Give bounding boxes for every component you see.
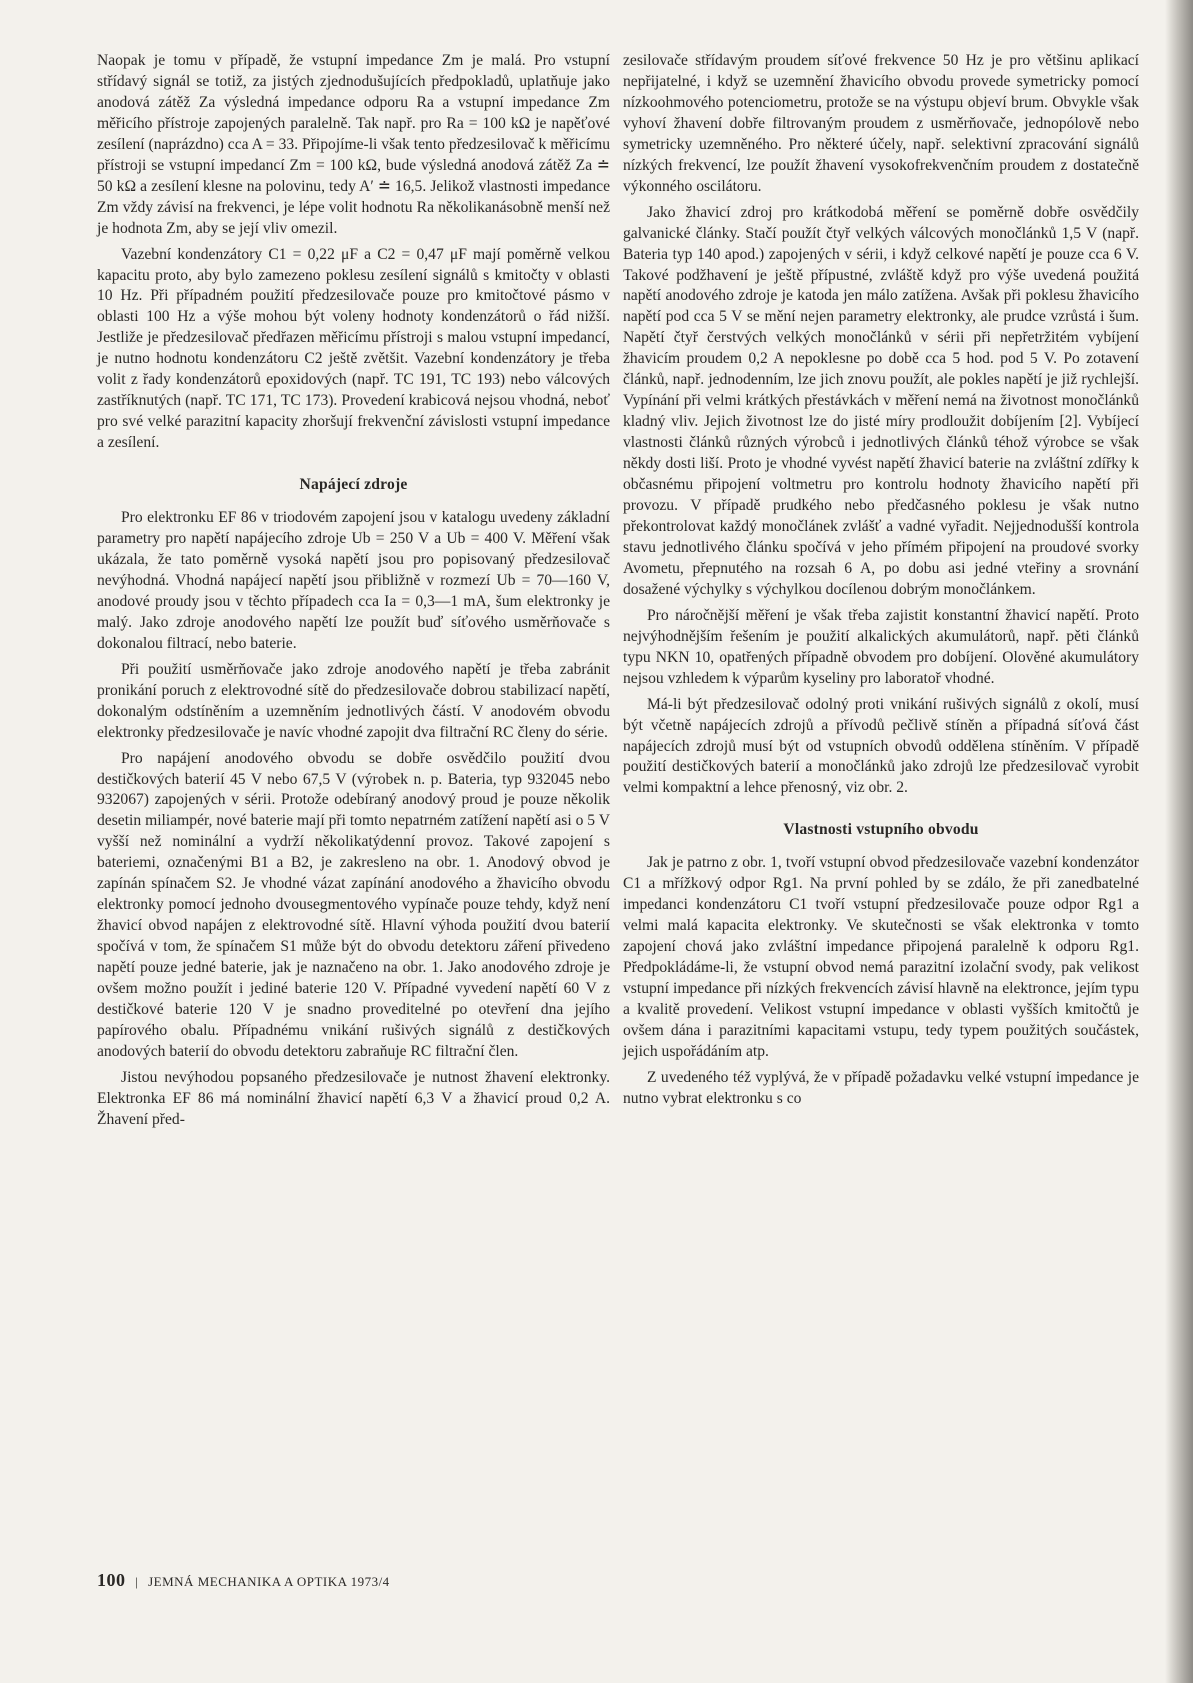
paragraph: Vazební kondenzátory C1 = 0,22 μF a C2 = 0,47 μF mají poměrně velkou kapacitu proto, aby bylo zamezeno poklesu zesílení signálů s kmitočty v oblasti 10 Hz. Při případném použití předzesilovače pouze pro kmitočtové pásmo v oblasti 100 Hz a výše mohou být voleny hodnoty kondenzátorů o řád nižší. Jestliže je předzesilovač předřazen měřicímu přístroji s malou vstupní impedancí, je nutno hodnotu kondenzátoru C2 ještě zvětšit. Vazební kondenzátory je třeba volit z řady kondenzátorů epoxidových (např. TC 191, TC 193) nebo válcových zastříknutých (např. TC 171, TC 173). Provedení krabicová nejsou vhodná, neboť pro své velké parazitní kapacity zhoršují frekvenční závislosti vstupní impedance a zesílení.: [97, 245, 610, 452]
paragraph: Má-li být předzesilovač odolný proti vnikání rušivých signálů z okolí, musí být včetně napájecích zdrojů a přívodů pečlivě stíněn a případná síťová část napájecích zdrojů musí být od vstupních obvodů oddělena stíněním. V případě použití destičkových baterií a monočlánků jako zdrojů lze předzesilovač vyrobit velmi kompaktní a lehce přenosný, viz obr. 2.: [623, 695, 1139, 797]
section-heading: Vlastnosti vstupního obvodu: [783, 821, 979, 839]
page-number: 100: [97, 1570, 126, 1590]
paragraph: Pro elektronku EF 86 v triodovém zapojení jsou v katalogu uvedeny základní parametry pro napětí napájecího zdroje Ub = 250 V a Ub = 400 V. Měření však ukázala, že tato poměrně vysoká napětí jsou pro popisovaný předzesilovač nevýhodná. Vhodná napájecí napětí jsou přibližně v rozmezí Ub = 70—160 V, anodové proudy jsou v těchto případech cca Ia = 0,3—1 mA, šum elektronky je malý. Jako zdroje anodového napětí lze použít buď síťového usměrňovače s dokonalou filtrací, nebo baterie.: [97, 509, 610, 652]
right-column: [623, 51, 1139, 1115]
journal-title: JEMNÁ MECHANIKA A OPTIKA 1973/4: [148, 1574, 390, 1589]
page-binding-shadow: [1165, 0, 1193, 1683]
paragraph: zesilovače střídavým proudem síťové frekvence 50 Hz je pro většinu aplikací nepřijatelné, i když se uzemnění žhavicího obvodu provede symetricky pomocí nízkoohmového potenciometru, protože se na výstupu objeví brum. Obvykle však vyhoví žhavení dobře filtrovaným proudem z usměrňovače, jednopólově nebo symetricky uzemněného. Pro některé účely, např. selektivní zpracování signálů nízkých frekvencí, lze použít žhavení vysokofrekvenčním proudem z dostatečně výkonného oscilátoru.: [623, 52, 1139, 195]
section-heading: Napájecí zdroje: [299, 476, 408, 494]
footer-separator: |: [135, 1574, 139, 1589]
paragraph: Při použití usměrňovače jako zdroje anodového napětí je třeba zabránit pronikání poruch z elektrovodné sítě do předzesilovače dobrou stabilizací napětí, dokonalým odstíněním a uzemněním jednotlivých částí. V anodovém obvodu elektronky předzesilovače je navíc vhodné zapojit dva filtrační RC členy do série.: [97, 660, 610, 741]
paragraph: Pro náročnější měření je však třeba zajistit konstantní žhavicí napětí. Proto nejvýhodnějším řešením je použití alkalických akumulátorů, např. pěti článků typu NKN 10, opatřených případně obvodem pro dobíjení. Olověné akumulátory nejsou vzhledem k výparům kyseliny pro laboratoř vhodné.: [623, 606, 1139, 687]
paragraph: Z uvedeného též vyplývá, že v případě požadavku velké vstupní impedance je nutno vybrat elektronku s co: [623, 1068, 1139, 1107]
page-footer: [97, 1570, 390, 1591]
paragraph: Jak je patrno z obr. 1, tvoří vstupní obvod předzesilovače vazební kondenzátor C1 a mřížkový odpor Rg1. Na první pohled by se zdálo, že při zanedbatelné impedanci kondenzátoru C1 tvoří vstupní předzesilovače pouze odpor Rg1 a velmi malá kapacita elektronky. Ve skutečnosti se však elektronka v tomto zapojení chová jako zvláštní impedance připojená paralelně k odporu Rg1. Předpokládáme-li, že vstupní obvod nemá parazitní izolační svody, pak velikost vstupní impedance při nízkých frekvencích závisí hlavně na elektronce, jejím typu a kvalitě provedení. Velikost vstupní impedance v oblasti vyšších kmitočtů je ovšem dána i parazitními kapacitami vstupu, tedy typem použitých součástek, jejich uspořádáním atp.: [623, 854, 1139, 1060]
left-column: [97, 51, 610, 1136]
paragraph: Naopak je tomu v případě, že vstupní impedance Zm je malá. Pro vstupní střídavý signál se totiž, za jistých zjednodušujících předpokladů, uplatňuje jako anodová zátěž Za výsledná impedance odporu Ra a vstupní impedance Zm měřicího přístroje zapojených paralelně. Tak např. pro Ra = 100 kΩ je napěťové zesílení (naprázdno) cca A = 33. Připojíme-li však tento předzesilovač k měřicímu přístroji se vstupní impedancí Zm = 100 kΩ, bude výsledná anodová zátěž Za ≐ 50 kΩ a zesílení klesne na polovinu, tedy A′ ≐ 16,5. Jelikož vlastnosti impedance Zm vždy závisí na frekvenci, je lépe volit hodnotu Ra několikanásobně menší než je hodnota Zm, aby se její vliv omezil.: [97, 52, 610, 237]
paragraph: Pro napájení anodového obvodu se dobře osvědčilo použití dvou destičkových baterií 45 V nebo 67,5 V (výrobek n. p. Bateria, typ 932045 nebo 932067) zapojených v sérii. Protože odebíraný anodový proud je pouze několik desetin miliampér, nové baterie mají při tomto nepatrném zatížení napětí asi o 5 V vyšší než nominální a vydrží několikatýdenní provoz. Takové zapojení s bateriemi, označenými B1 a B2, je zakresleno na obr. 1. Anodový obvod je zapínán spínačem S2. Je vhodné vázat zapínání anodového a žhavicího obvodu elektronky pomocí jednoho dvousegmentového vypínače pouze tehdy, když není žhavicí obvod napájen z elektrovodné sítě. Hlavní výhoda použití dvou baterií spočívá v tom, že spínačem S1 může být do obvodu detektoru záření přivedeno napětí pouze jedné baterie, jak je naznačeno na obr. 1. Jako anodového zdroje je ovšem možno použít i jediné baterie 120 V. Případné vyvedení napětí 60 V z destičkové baterie 120 V je snadno proveditelné po otevření dna jejího papírového obalu. Případnému vnikání rušivých signálů z destičkových anodových baterií do obvodu detektoru zabraňuje RC filtrační člen.: [97, 749, 610, 1060]
paragraph: Jistou nevýhodou popsaného předzesilovače je nutnost žhavení elektronky. Elektronka EF 86 má nominální žhavicí napětí 6,3 V a žhavicí proud 0,2 A. Žhavení před-: [97, 1068, 610, 1128]
paragraph: Jako žhavicí zdroj pro krátkodobá měření se poměrně dobře osvědčily galvanické články. Stačí použít čtyř velkých válcových monočlánků 1,5 V (např. Bateria typ 140 apod.) zapojených v sérii, i když celkové napětí je pouze cca 6 V. Takové podžhavení je ještě přípustné, zvláště když pro výše uvedená použitá napětí anodového zdroje je katoda jen málo zatížena. Avšak při poklesu žhavicího napětí pod cca 5 V se mění nejen parametry elektronky, ale prudce vzrůstá i šum. Napětí čtyř čerstvých velkých monočlánků v sérii při nepřetržitém vybíjení žhavicím proudem 0,2 A nepoklesne po době cca 5 hod. pod 5 V. Po zotavení článků, např. jednodenním, lze jich znovu použít, ale pokles napětí je již rychlejší. Vypínání při velmi krátkých přestávkách v měření nemá na životnost monočlánků kladný vliv. Jejich životnost lze do jisté míry prodloužit dobíjením [2]. Vybíjecí vlastnosti článků různých výrobců i jednotlivých článků téhož výrobce se však někdy dosti liší. Proto je vhodné vyvést napětí žhavicí baterie na zvláštní zdířky k občasnému připojení voltmetru pro kontrolu hodnoty žhavicího napětí při provozu. V případě prudkého nebo předčasného poklesu je však nutno překontrolovat každý monočlánek zvlášť a vadné vyřadit. Nejjednodušší kontrola stavu jednotlivého článku spočívá v jeho přímém připojení na proudové svorky Avometu, přepnutého na rozsah 6 A, po dobu asi jedné vteřiny a srovnání dosažené výchylky s výchylkou docílenou dobrým monočlánkem.: [623, 203, 1139, 598]
